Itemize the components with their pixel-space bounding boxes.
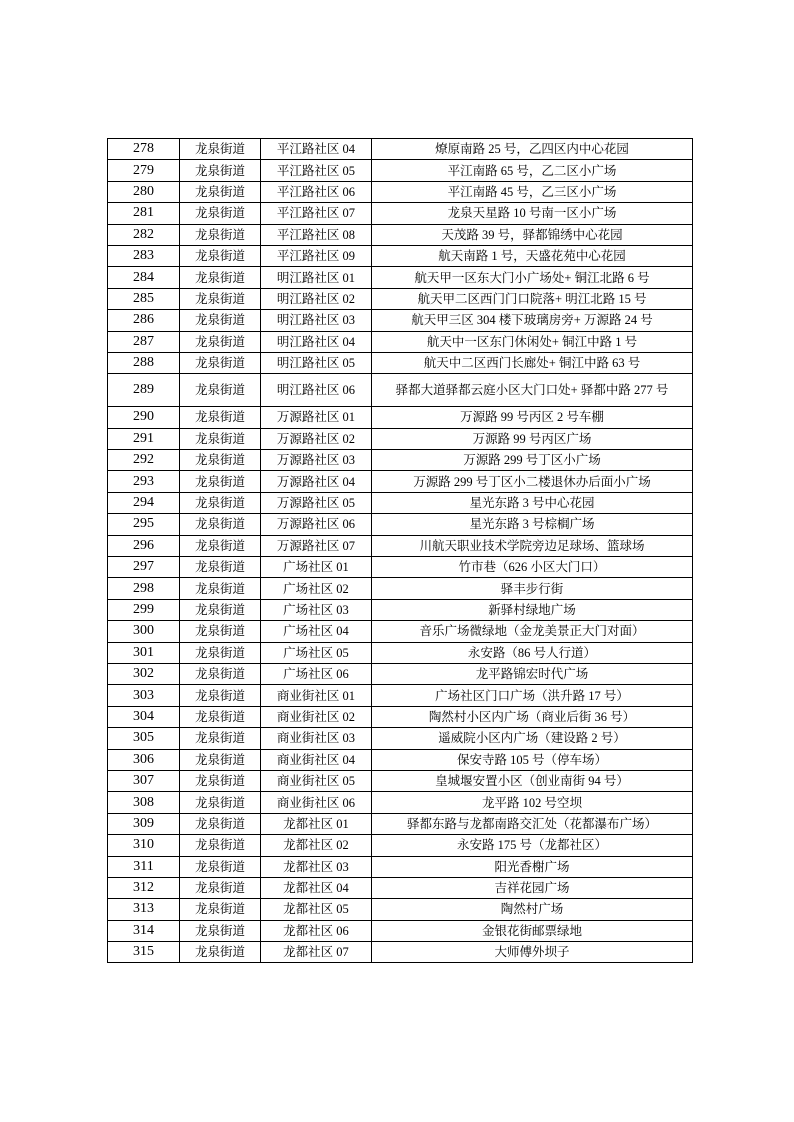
row-number-cell: 313 [108, 899, 180, 920]
community-cell: 万源路社区 03 [261, 450, 372, 471]
table-row [108, 450, 693, 471]
community-cell: 平江路社区 04 [261, 139, 372, 160]
table-row [108, 663, 693, 684]
row-number-cell: 301 [108, 642, 180, 663]
location-cell: 新驿村绿地广场 [372, 599, 693, 620]
street-cell: 龙泉街道 [180, 578, 261, 599]
location-cell: 航天甲二区西门门口院落+ 明江北路 15 号 [372, 288, 693, 309]
location-cell: 阳光香榭广场 [372, 856, 693, 877]
street-cell: 龙泉街道 [180, 267, 261, 288]
table-row [108, 792, 693, 813]
street-cell: 龙泉街道 [180, 224, 261, 245]
table-row [108, 685, 693, 706]
community-cell: 万源路社区 01 [261, 407, 372, 428]
street-cell: 龙泉街道 [180, 331, 261, 352]
row-number-cell: 289 [108, 374, 180, 407]
community-cell: 平江路社区 06 [261, 181, 372, 202]
street-cell: 龙泉街道 [180, 288, 261, 309]
row-number-cell: 295 [108, 514, 180, 535]
location-cell: 平江南路 65 号，乙二区小广场 [372, 160, 693, 181]
street-cell: 龙泉街道 [180, 663, 261, 684]
community-cell: 明江路社区 06 [261, 374, 372, 407]
location-cell: 驿都大道驿都云庭小区大门口处+ 驿都中路 277 号 [372, 374, 693, 407]
location-cell: 保安寺路 105 号（停车场） [372, 749, 693, 770]
community-cell: 平江路社区 08 [261, 224, 372, 245]
row-number-cell: 311 [108, 856, 180, 877]
community-cell: 明江路社区 04 [261, 331, 372, 352]
community-cell: 龙都社区 07 [261, 942, 372, 963]
row-number-cell: 283 [108, 245, 180, 266]
community-cell: 平江路社区 07 [261, 203, 372, 224]
location-cell: 万源路 299 号丁区小广场 [372, 450, 693, 471]
street-cell: 龙泉街道 [180, 599, 261, 620]
row-number-cell: 288 [108, 352, 180, 373]
row-number-cell: 314 [108, 920, 180, 941]
community-cell: 明江路社区 01 [261, 267, 372, 288]
row-number-cell: 291 [108, 428, 180, 449]
street-cell: 龙泉街道 [180, 621, 261, 642]
table-row [108, 310, 693, 331]
table-row [108, 267, 693, 288]
table-row [108, 288, 693, 309]
street-cell: 龙泉街道 [180, 557, 261, 578]
row-number-cell: 315 [108, 942, 180, 963]
table-row [108, 770, 693, 791]
street-cell: 龙泉街道 [180, 920, 261, 941]
community-cell: 平江路社区 09 [261, 245, 372, 266]
row-number-cell: 287 [108, 331, 180, 352]
location-cell: 陶然村小区内广场（商业后街 36 号） [372, 706, 693, 727]
row-number-cell: 284 [108, 267, 180, 288]
community-cell: 商业街社区 03 [261, 728, 372, 749]
table-body [108, 139, 693, 963]
street-cell: 龙泉街道 [180, 835, 261, 856]
community-cell: 万源路社区 07 [261, 535, 372, 556]
location-cell: 遥威院小区内广场（建设路 2 号） [372, 728, 693, 749]
row-number-cell: 280 [108, 181, 180, 202]
street-cell: 龙泉街道 [180, 685, 261, 706]
table-row [108, 428, 693, 449]
street-cell: 龙泉街道 [180, 706, 261, 727]
table-row [108, 352, 693, 373]
table-row [108, 728, 693, 749]
location-cell: 万源路 99 号丙区广场 [372, 428, 693, 449]
location-cell: 航天中二区西门长廊处+ 铜江中路 63 号 [372, 352, 693, 373]
row-number-cell: 303 [108, 685, 180, 706]
street-cell: 龙泉街道 [180, 792, 261, 813]
location-cell: 陶然村广场 [372, 899, 693, 920]
street-cell: 龙泉街道 [180, 203, 261, 224]
location-cell: 航天甲一区东大门小广场处+ 铜江北路 6 号 [372, 267, 693, 288]
row-number-cell: 285 [108, 288, 180, 309]
row-number-cell: 286 [108, 310, 180, 331]
table-row [108, 578, 693, 599]
community-cell: 明江路社区 02 [261, 288, 372, 309]
table-row [108, 856, 693, 877]
location-cell: 皇城堰安置小区（创业南街 94 号） [372, 770, 693, 791]
street-cell: 龙泉街道 [180, 139, 261, 160]
community-cell: 商业街社区 04 [261, 749, 372, 770]
row-number-cell: 299 [108, 599, 180, 620]
row-number-cell: 312 [108, 877, 180, 898]
table-row [108, 599, 693, 620]
row-number-cell: 278 [108, 139, 180, 160]
community-cell: 广场社区 06 [261, 663, 372, 684]
location-table [107, 138, 693, 963]
street-cell: 龙泉街道 [180, 492, 261, 513]
street-cell: 龙泉街道 [180, 428, 261, 449]
location-cell: 广场社区门口广场（洪升路 17 号） [372, 685, 693, 706]
table-row [108, 621, 693, 642]
table-row [108, 813, 693, 834]
row-number-cell: 292 [108, 450, 180, 471]
community-cell: 商业街社区 06 [261, 792, 372, 813]
table-row [108, 920, 693, 941]
table-row [108, 181, 693, 202]
street-cell: 龙泉街道 [180, 942, 261, 963]
table-row [108, 245, 693, 266]
community-cell: 龙都社区 04 [261, 877, 372, 898]
table-row [108, 835, 693, 856]
street-cell: 龙泉街道 [180, 310, 261, 331]
location-cell: 万源路 299 号丁区小二楼退休办后面小广场 [372, 471, 693, 492]
location-cell: 航天甲三区 304 楼下玻璃房旁+ 万源路 24 号 [372, 310, 693, 331]
row-number-cell: 304 [108, 706, 180, 727]
community-cell: 商业街社区 05 [261, 770, 372, 791]
table-row [108, 407, 693, 428]
table-row [108, 492, 693, 513]
row-number-cell: 310 [108, 835, 180, 856]
row-number-cell: 293 [108, 471, 180, 492]
table-row [108, 899, 693, 920]
street-cell: 龙泉街道 [180, 160, 261, 181]
street-cell: 龙泉街道 [180, 181, 261, 202]
community-cell: 广场社区 04 [261, 621, 372, 642]
table-row [108, 331, 693, 352]
location-cell: 龙泉天星路 10 号南一区小广场 [372, 203, 693, 224]
table-row [108, 374, 693, 407]
table-row [108, 160, 693, 181]
community-cell: 广场社区 03 [261, 599, 372, 620]
community-cell: 万源路社区 02 [261, 428, 372, 449]
community-cell: 龙都社区 03 [261, 856, 372, 877]
community-cell: 广场社区 01 [261, 557, 372, 578]
table-row [108, 514, 693, 535]
table-row [108, 224, 693, 245]
location-cell: 永安路（86 号人行道） [372, 642, 693, 663]
location-cell: 川航天职业技术学院旁边足球场、篮球场 [372, 535, 693, 556]
street-cell: 龙泉街道 [180, 770, 261, 791]
location-cell: 燎原南路 25 号，乙四区内中心花园 [372, 139, 693, 160]
row-number-cell: 307 [108, 770, 180, 791]
street-cell: 龙泉街道 [180, 471, 261, 492]
community-cell: 龙都社区 06 [261, 920, 372, 941]
community-cell: 龙都社区 05 [261, 899, 372, 920]
row-number-cell: 282 [108, 224, 180, 245]
table-row [108, 749, 693, 770]
street-cell: 龙泉街道 [180, 245, 261, 266]
row-number-cell: 308 [108, 792, 180, 813]
row-number-cell: 298 [108, 578, 180, 599]
street-cell: 龙泉街道 [180, 535, 261, 556]
location-cell: 金银花街邮票绿地 [372, 920, 693, 941]
street-cell: 龙泉街道 [180, 728, 261, 749]
community-cell: 明江路社区 03 [261, 310, 372, 331]
street-cell: 龙泉街道 [180, 813, 261, 834]
row-number-cell: 279 [108, 160, 180, 181]
street-cell: 龙泉街道 [180, 856, 261, 877]
community-cell: 万源路社区 06 [261, 514, 372, 535]
location-cell: 音乐广场微绿地（金龙美景正大门对面） [372, 621, 693, 642]
location-cell: 竹市巷（626 小区大门口） [372, 557, 693, 578]
street-cell: 龙泉街道 [180, 352, 261, 373]
table-row [108, 877, 693, 898]
community-cell: 商业街社区 01 [261, 685, 372, 706]
community-cell: 商业街社区 02 [261, 706, 372, 727]
location-cell: 大师傅外坝子 [372, 942, 693, 963]
table-row [108, 139, 693, 160]
location-cell: 星光东路 3 号中心花园 [372, 492, 693, 513]
community-cell: 明江路社区 05 [261, 352, 372, 373]
location-cell: 万源路 99 号丙区 2 号车棚 [372, 407, 693, 428]
row-number-cell: 296 [108, 535, 180, 556]
location-cell: 天茂路 39 号，驿都锦绣中心花园 [372, 224, 693, 245]
location-cell: 龙平路锦宏时代广场 [372, 663, 693, 684]
table-row [108, 557, 693, 578]
row-number-cell: 290 [108, 407, 180, 428]
row-number-cell: 306 [108, 749, 180, 770]
table-row [108, 203, 693, 224]
location-cell: 龙平路 102 号空坝 [372, 792, 693, 813]
location-cell: 航天南路 1 号，天盛花苑中心花园 [372, 245, 693, 266]
table-row [108, 642, 693, 663]
location-cell: 驿都东路与龙都南路交汇处（花都瀑布广场） [372, 813, 693, 834]
table-row [108, 535, 693, 556]
street-cell: 龙泉街道 [180, 450, 261, 471]
street-cell: 龙泉街道 [180, 514, 261, 535]
location-cell: 吉祥花园广场 [372, 877, 693, 898]
row-number-cell: 300 [108, 621, 180, 642]
row-number-cell: 302 [108, 663, 180, 684]
location-cell: 星光东路 3 号棕榈广场 [372, 514, 693, 535]
location-cell: 平江南路 45 号，乙三区小广场 [372, 181, 693, 202]
location-cell: 永安路 175 号（龙都社区） [372, 835, 693, 856]
row-number-cell: 305 [108, 728, 180, 749]
community-cell: 平江路社区 05 [261, 160, 372, 181]
street-cell: 龙泉街道 [180, 407, 261, 428]
street-cell: 龙泉街道 [180, 642, 261, 663]
community-cell: 万源路社区 05 [261, 492, 372, 513]
community-cell: 万源路社区 04 [261, 471, 372, 492]
location-cell: 航天中一区东门休闲处+ 铜江中路 1 号 [372, 331, 693, 352]
street-cell: 龙泉街道 [180, 374, 261, 407]
community-cell: 龙都社区 02 [261, 835, 372, 856]
street-cell: 龙泉街道 [180, 899, 261, 920]
community-cell: 龙都社区 01 [261, 813, 372, 834]
row-number-cell: 281 [108, 203, 180, 224]
row-number-cell: 297 [108, 557, 180, 578]
community-cell: 广场社区 05 [261, 642, 372, 663]
table-row [108, 471, 693, 492]
row-number-cell: 294 [108, 492, 180, 513]
table-row [108, 942, 693, 963]
row-number-cell: 309 [108, 813, 180, 834]
location-cell: 驿丰步行街 [372, 578, 693, 599]
street-cell: 龙泉街道 [180, 877, 261, 898]
table-row [108, 706, 693, 727]
community-cell: 广场社区 02 [261, 578, 372, 599]
street-cell: 龙泉街道 [180, 749, 261, 770]
